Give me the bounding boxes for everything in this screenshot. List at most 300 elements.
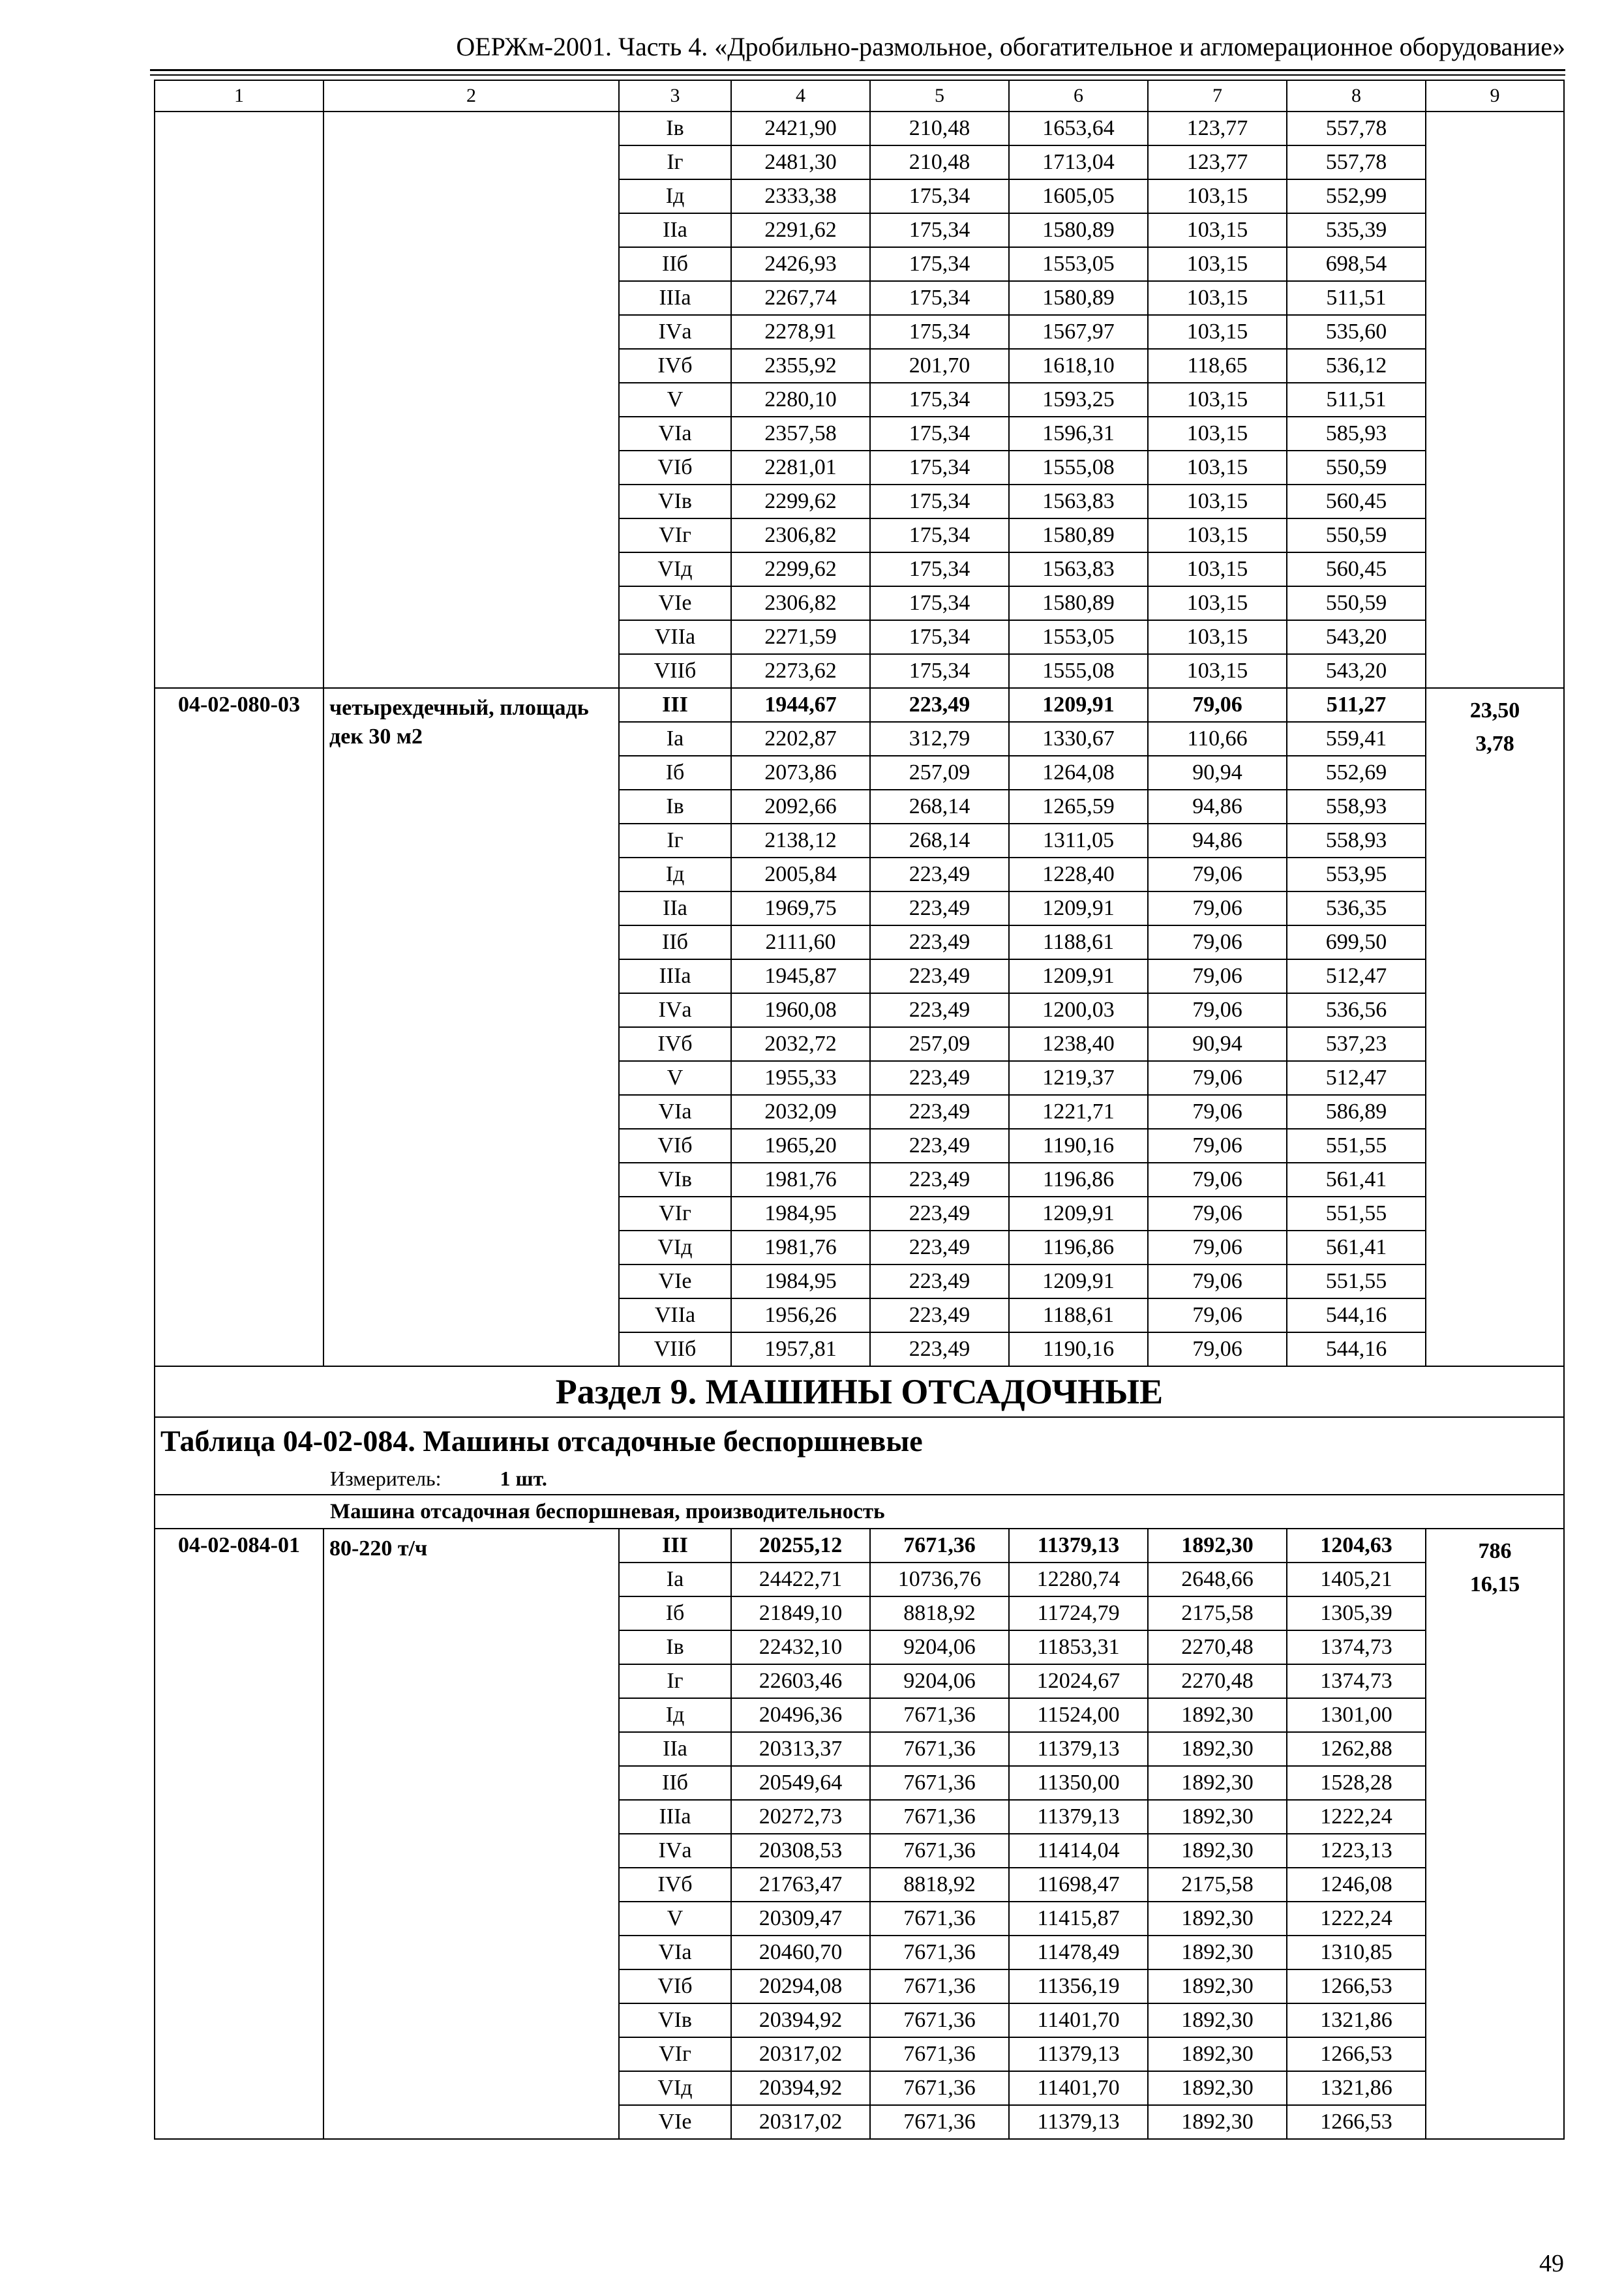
total-cost-cell: 2267,74 bbox=[731, 281, 870, 315]
column-number: 7 bbox=[1148, 80, 1287, 112]
machinist-wages-cell: 79,06 bbox=[1148, 1129, 1287, 1163]
machinist-wages-cell: 79,06 bbox=[1148, 925, 1287, 959]
machines-cell: 1567,97 bbox=[1009, 315, 1148, 349]
materials-cell: 511,51 bbox=[1287, 383, 1426, 417]
materials-cell: 1374,73 bbox=[1287, 1630, 1426, 1664]
machinist-wages-cell: 79,06 bbox=[1148, 1095, 1287, 1129]
page-number: 49 bbox=[1539, 2250, 1564, 2277]
table-title-row bbox=[155, 1417, 1564, 1495]
materials-cell: 535,39 bbox=[1287, 213, 1426, 247]
zone-cell: IVб bbox=[619, 349, 731, 383]
machines-cell: 1563,83 bbox=[1009, 485, 1148, 518]
machinist-wages-cell: 1892,30 bbox=[1148, 2037, 1287, 2071]
machines-cell: 1713,04 bbox=[1009, 145, 1148, 179]
materials-cell: 512,47 bbox=[1287, 959, 1426, 993]
total-cost-cell: 2357,58 bbox=[731, 417, 870, 451]
wages-cell: 7671,36 bbox=[870, 2003, 1009, 2037]
wages-cell: 175,34 bbox=[870, 451, 1009, 485]
zone-cell: V bbox=[619, 1902, 731, 1936]
total-cost-cell: 1960,08 bbox=[731, 993, 870, 1027]
zone-cell: Iв bbox=[619, 790, 731, 824]
machines-cell: 1553,05 bbox=[1009, 620, 1148, 654]
measure-line bbox=[330, 1465, 1563, 1491]
machines-cell: 1311,05 bbox=[1009, 824, 1148, 858]
zone-cell: VIг bbox=[619, 1197, 731, 1231]
machines-cell: 1580,89 bbox=[1009, 281, 1148, 315]
column-number: 8 bbox=[1287, 80, 1426, 112]
measure-label: Измеритель: bbox=[330, 1467, 442, 1491]
zone-cell: VIб bbox=[619, 1129, 731, 1163]
machinist-wages-cell: 79,06 bbox=[1148, 891, 1287, 925]
wages-cell: 223,49 bbox=[870, 925, 1009, 959]
zone-cell: VIд bbox=[619, 2071, 731, 2105]
machinist-wages-cell: 79,06 bbox=[1148, 1298, 1287, 1332]
total-cost-cell: 2278,91 bbox=[731, 315, 870, 349]
price-table bbox=[154, 80, 1565, 2140]
wages-cell: 312,79 bbox=[870, 722, 1009, 756]
machines-cell: 11350,00 bbox=[1009, 1766, 1148, 1800]
wages-cell: 7671,36 bbox=[870, 1698, 1009, 1732]
machines-cell: 1580,89 bbox=[1009, 586, 1148, 620]
total-cost-cell: 2138,12 bbox=[731, 824, 870, 858]
materials-cell: 558,93 bbox=[1287, 824, 1426, 858]
machines-cell: 1653,64 bbox=[1009, 112, 1148, 145]
wages-cell: 7671,36 bbox=[870, 2071, 1009, 2105]
total-cost-cell: 2271,59 bbox=[731, 620, 870, 654]
column-number: 9 bbox=[1426, 80, 1564, 112]
zone-cell: VIв bbox=[619, 1163, 731, 1197]
subheader-row bbox=[155, 1495, 1564, 1529]
wages-cell: 223,49 bbox=[870, 1264, 1009, 1298]
machines-cell: 1209,91 bbox=[1009, 959, 1148, 993]
materials-cell: 1374,73 bbox=[1287, 1664, 1426, 1698]
machinist-wages-cell: 2648,66 bbox=[1148, 1563, 1287, 1596]
measure-value: 1 шт. bbox=[500, 1467, 547, 1491]
total-cost-cell: 2202,87 bbox=[731, 722, 870, 756]
total-cost-cell: 1945,87 bbox=[731, 959, 870, 993]
machinist-wages-cell: 103,15 bbox=[1148, 654, 1287, 688]
zone-cell: IVа bbox=[619, 1834, 731, 1868]
total-cost-cell: 2092,66 bbox=[731, 790, 870, 824]
machines-cell: 1605,05 bbox=[1009, 179, 1148, 213]
materials-cell: 699,50 bbox=[1287, 925, 1426, 959]
table-row bbox=[155, 1529, 1564, 1563]
total-cost-cell: 1969,75 bbox=[731, 891, 870, 925]
materials-cell: 1222,24 bbox=[1287, 1902, 1426, 1936]
machinist-wages-cell: 118,65 bbox=[1148, 349, 1287, 383]
zone-cell: IVб bbox=[619, 1868, 731, 1902]
machines-cell: 1190,16 bbox=[1009, 1332, 1148, 1366]
machinist-wages-cell: 79,06 bbox=[1148, 858, 1287, 891]
labor-cell bbox=[1426, 112, 1564, 688]
materials-cell: 1246,08 bbox=[1287, 1868, 1426, 1902]
zone-cell: V bbox=[619, 1061, 731, 1095]
wages-cell: 7671,36 bbox=[870, 1766, 1009, 1800]
machinist-wages-cell: 1892,30 bbox=[1148, 1936, 1287, 1969]
wages-cell: 175,34 bbox=[870, 620, 1009, 654]
materials-cell: 536,12 bbox=[1287, 349, 1426, 383]
machinist-wages-cell: 1892,30 bbox=[1148, 1529, 1287, 1563]
total-cost-cell: 2273,62 bbox=[731, 654, 870, 688]
zone-cell: IVа bbox=[619, 315, 731, 349]
materials-cell: 551,55 bbox=[1287, 1129, 1426, 1163]
total-cost-cell: 2073,86 bbox=[731, 756, 870, 790]
machinist-wages-cell: 1892,30 bbox=[1148, 1902, 1287, 1936]
machinist-wages-cell: 1892,30 bbox=[1148, 2071, 1287, 2105]
machinist-wages-cell: 103,15 bbox=[1148, 620, 1287, 654]
zone-cell: Iв bbox=[619, 112, 731, 145]
total-cost-cell: 1955,33 bbox=[731, 1061, 870, 1095]
machines-cell: 1221,71 bbox=[1009, 1095, 1148, 1129]
materials-cell: 552,69 bbox=[1287, 756, 1426, 790]
zone-cell: VIг bbox=[619, 518, 731, 552]
machines-cell: 1200,03 bbox=[1009, 993, 1148, 1027]
zone-cell: Iд bbox=[619, 179, 731, 213]
machines-cell: 1188,61 bbox=[1009, 1298, 1148, 1332]
total-cost-cell: 20317,02 bbox=[731, 2037, 870, 2071]
total-cost-cell: 20272,73 bbox=[731, 1800, 870, 1834]
total-cost-cell: 24422,71 bbox=[731, 1563, 870, 1596]
zone-cell: VIг bbox=[619, 2037, 731, 2071]
materials-cell: 551,55 bbox=[1287, 1264, 1426, 1298]
materials-cell: 1305,39 bbox=[1287, 1596, 1426, 1630]
materials-cell: 1310,85 bbox=[1287, 1936, 1426, 1969]
total-cost-cell: 2032,09 bbox=[731, 1095, 870, 1129]
wages-cell: 223,49 bbox=[870, 1298, 1009, 1332]
wages-cell: 223,49 bbox=[870, 993, 1009, 1027]
materials-cell: 1266,53 bbox=[1287, 1969, 1426, 2003]
zone-cell: IVб bbox=[619, 1027, 731, 1061]
zone-cell: Iд bbox=[619, 1698, 731, 1732]
total-cost-cell: 2281,01 bbox=[731, 451, 870, 485]
total-cost-cell: 2306,82 bbox=[731, 586, 870, 620]
materials-cell: 543,20 bbox=[1287, 620, 1426, 654]
materials-cell: 560,45 bbox=[1287, 485, 1426, 518]
total-cost-cell: 20308,53 bbox=[731, 1834, 870, 1868]
machinist-wages-cell: 1892,30 bbox=[1148, 1800, 1287, 1834]
machines-cell: 1563,83 bbox=[1009, 552, 1148, 586]
zone-cell: VIIб bbox=[619, 1332, 731, 1366]
machinist-wages-cell: 2175,58 bbox=[1148, 1596, 1287, 1630]
header-rule bbox=[150, 69, 1565, 71]
machines-cell: 1264,08 bbox=[1009, 756, 1148, 790]
zone-cell: IIа bbox=[619, 891, 731, 925]
total-cost-cell: 20460,70 bbox=[731, 1936, 870, 1969]
machines-cell: 11379,13 bbox=[1009, 2105, 1148, 2139]
column-number: 3 bbox=[619, 80, 731, 112]
machines-cell: 12280,74 bbox=[1009, 1563, 1148, 1596]
materials-cell: 560,45 bbox=[1287, 552, 1426, 586]
machinist-wages-cell: 103,15 bbox=[1148, 213, 1287, 247]
machinist-wages-cell: 123,77 bbox=[1148, 145, 1287, 179]
materials-cell: 1321,86 bbox=[1287, 2071, 1426, 2105]
zone-cell: VIIа bbox=[619, 1298, 731, 1332]
machinist-wages-cell: 90,94 bbox=[1148, 1027, 1287, 1061]
total-cost-cell: 2426,93 bbox=[731, 247, 870, 281]
machines-cell: 1209,91 bbox=[1009, 688, 1148, 722]
wages-cell: 223,49 bbox=[870, 1197, 1009, 1231]
zone-cell: VIе bbox=[619, 586, 731, 620]
machinist-wages-cell: 103,15 bbox=[1148, 417, 1287, 451]
total-cost-cell: 2306,82 bbox=[731, 518, 870, 552]
machinist-wages-cell: 103,15 bbox=[1148, 485, 1287, 518]
labor-value: 23,50 bbox=[1469, 698, 1520, 723]
machinist-wages-cell: 79,06 bbox=[1148, 1163, 1287, 1197]
wages-cell: 7671,36 bbox=[870, 1969, 1009, 2003]
machinist-wages-cell: 103,15 bbox=[1148, 383, 1287, 417]
machinist-wages-cell: 103,15 bbox=[1148, 179, 1287, 213]
total-cost-cell: 20255,12 bbox=[731, 1529, 870, 1563]
materials-cell: 586,89 bbox=[1287, 1095, 1426, 1129]
machinist-wages-cell: 103,15 bbox=[1148, 451, 1287, 485]
materials-cell: 1301,00 bbox=[1287, 1698, 1426, 1732]
wages-cell: 175,34 bbox=[870, 654, 1009, 688]
wages-cell: 7671,36 bbox=[870, 2105, 1009, 2139]
machines-cell: 11379,13 bbox=[1009, 1529, 1148, 1563]
wages-cell: 257,09 bbox=[870, 756, 1009, 790]
item-description: четырехдечный, площадь дек 30 м2 bbox=[323, 688, 619, 1366]
materials-cell: 550,59 bbox=[1287, 518, 1426, 552]
zone-cell: Iв bbox=[619, 1630, 731, 1664]
materials-cell: 544,16 bbox=[1287, 1332, 1426, 1366]
machines-cell: 1209,91 bbox=[1009, 1197, 1148, 1231]
zone-cell: III bbox=[619, 688, 731, 722]
wages-cell: 9204,06 bbox=[870, 1630, 1009, 1664]
machinist-wages-cell: 94,86 bbox=[1148, 790, 1287, 824]
zone-cell: VIе bbox=[619, 2105, 731, 2139]
item-code bbox=[155, 112, 323, 688]
materials-cell: 1262,88 bbox=[1287, 1732, 1426, 1766]
wages-cell: 7671,36 bbox=[870, 1902, 1009, 1936]
machinist-wages-cell: 94,86 bbox=[1148, 824, 1287, 858]
wages-cell: 7671,36 bbox=[870, 1732, 1009, 1766]
total-cost-cell: 2421,90 bbox=[731, 112, 870, 145]
total-cost-cell: 1981,76 bbox=[731, 1163, 870, 1197]
item-description: 80-220 т/ч bbox=[323, 1529, 619, 2139]
machinist-wages-cell: 1892,30 bbox=[1148, 1732, 1287, 1766]
table-row bbox=[155, 112, 1564, 145]
zone-cell: IIIа bbox=[619, 281, 731, 315]
item-code: 04-02-080-03 bbox=[155, 688, 323, 1366]
total-cost-cell: 2291,62 bbox=[731, 213, 870, 247]
materials-cell: 585,93 bbox=[1287, 417, 1426, 451]
zone-cell: VIв bbox=[619, 2003, 731, 2037]
wages-cell: 7671,36 bbox=[870, 1936, 1009, 1969]
total-cost-cell: 22432,10 bbox=[731, 1630, 870, 1664]
materials-cell: 544,16 bbox=[1287, 1298, 1426, 1332]
materials-cell: 511,27 bbox=[1287, 688, 1426, 722]
wages-cell: 175,34 bbox=[870, 417, 1009, 451]
zone-cell: IIIа bbox=[619, 959, 731, 993]
item-description bbox=[323, 112, 619, 688]
total-cost-cell: 20394,92 bbox=[731, 2003, 870, 2037]
zone-cell: IIб bbox=[619, 247, 731, 281]
zone-cell: Iг bbox=[619, 1664, 731, 1698]
materials-cell: 559,41 bbox=[1287, 722, 1426, 756]
materials-cell: 552,99 bbox=[1287, 179, 1426, 213]
zone-cell: VIд bbox=[619, 552, 731, 586]
machines-cell: 12024,67 bbox=[1009, 1664, 1148, 1698]
materials-cell: 1266,53 bbox=[1287, 2037, 1426, 2071]
zone-cell: Iб bbox=[619, 756, 731, 790]
machinist-wages-cell: 2270,48 bbox=[1148, 1664, 1287, 1698]
zone-cell: IIIа bbox=[619, 1800, 731, 1834]
machinist-wages-cell: 79,06 bbox=[1148, 1332, 1287, 1366]
wages-cell: 7671,36 bbox=[870, 1529, 1009, 1563]
machinist-wages-cell: 103,15 bbox=[1148, 247, 1287, 281]
machinist-wages-cell: 79,06 bbox=[1148, 1264, 1287, 1298]
materials-cell: 557,78 bbox=[1287, 112, 1426, 145]
materials-cell: 537,23 bbox=[1287, 1027, 1426, 1061]
materials-cell: 1321,86 bbox=[1287, 2003, 1426, 2037]
wages-cell: 210,48 bbox=[870, 145, 1009, 179]
wages-cell: 175,34 bbox=[870, 485, 1009, 518]
machines-cell: 1555,08 bbox=[1009, 654, 1148, 688]
machines-cell: 1580,89 bbox=[1009, 518, 1148, 552]
machines-cell: 11524,00 bbox=[1009, 1698, 1148, 1732]
wages-cell: 223,49 bbox=[870, 1231, 1009, 1264]
machinist-wages-cell: 79,06 bbox=[1148, 688, 1287, 722]
machinist-wages-cell: 2270,48 bbox=[1148, 1630, 1287, 1664]
zone-cell: VIа bbox=[619, 417, 731, 451]
materials-cell: 550,59 bbox=[1287, 586, 1426, 620]
zone-cell: VIб bbox=[619, 451, 731, 485]
total-cost-cell: 2005,84 bbox=[731, 858, 870, 891]
machines-cell: 1238,40 bbox=[1009, 1027, 1148, 1061]
machinist-wages-cell: 1892,30 bbox=[1148, 2105, 1287, 2139]
machinist-wages-cell: 103,15 bbox=[1148, 315, 1287, 349]
wages-cell: 7671,36 bbox=[870, 1834, 1009, 1868]
materials-cell: 551,55 bbox=[1287, 1197, 1426, 1231]
table-title: Таблица 04-02-084. Машины отсадочные беспоршневые bbox=[160, 1424, 923, 1458]
total-cost-cell: 1984,95 bbox=[731, 1197, 870, 1231]
total-cost-cell: 20496,36 bbox=[731, 1698, 870, 1732]
wages-cell: 175,34 bbox=[870, 247, 1009, 281]
machines-cell: 1196,86 bbox=[1009, 1231, 1148, 1264]
total-cost-cell: 2299,62 bbox=[731, 552, 870, 586]
wages-cell: 9204,06 bbox=[870, 1664, 1009, 1698]
column-number: 4 bbox=[731, 80, 870, 112]
zone-cell: V bbox=[619, 383, 731, 417]
machines-cell: 11401,70 bbox=[1009, 2071, 1148, 2105]
total-cost-cell: 21849,10 bbox=[731, 1596, 870, 1630]
machines-cell: 1596,31 bbox=[1009, 417, 1148, 451]
zone-cell: VIа bbox=[619, 1095, 731, 1129]
machines-cell: 11401,70 bbox=[1009, 2003, 1148, 2037]
materials-cell: 1223,13 bbox=[1287, 1834, 1426, 1868]
wages-cell: 223,49 bbox=[870, 1332, 1009, 1366]
header-rule bbox=[150, 74, 1565, 76]
wages-cell: 175,34 bbox=[870, 213, 1009, 247]
wages-cell: 175,34 bbox=[870, 586, 1009, 620]
section-row bbox=[155, 1366, 1564, 1417]
machinist-wages-cell: 123,77 bbox=[1148, 112, 1287, 145]
machinist-wages-cell: 79,06 bbox=[1148, 1231, 1287, 1264]
wages-cell: 257,09 bbox=[870, 1027, 1009, 1061]
zone-cell: IIб bbox=[619, 1766, 731, 1800]
machinist-wages-cell: 79,06 bbox=[1148, 1197, 1287, 1231]
machines-cell: 1190,16 bbox=[1009, 1129, 1148, 1163]
machines-cell: 11414,04 bbox=[1009, 1834, 1148, 1868]
labor-value: 786 bbox=[1478, 1539, 1512, 1564]
machines-cell: 11379,13 bbox=[1009, 1732, 1148, 1766]
wages-cell: 223,49 bbox=[870, 858, 1009, 891]
wages-cell: 223,49 bbox=[870, 1129, 1009, 1163]
total-cost-cell: 1984,95 bbox=[731, 1264, 870, 1298]
total-cost-cell: 1981,76 bbox=[731, 1231, 870, 1264]
machines-cell: 1209,91 bbox=[1009, 1264, 1148, 1298]
machinist-wages-cell: 1892,30 bbox=[1148, 1969, 1287, 2003]
materials-cell: 550,59 bbox=[1287, 451, 1426, 485]
wages-cell: 223,49 bbox=[870, 1163, 1009, 1197]
wages-cell: 223,49 bbox=[870, 1061, 1009, 1095]
wages-cell: 268,14 bbox=[870, 824, 1009, 858]
zone-cell: IVа bbox=[619, 993, 731, 1027]
labor-cell bbox=[1426, 688, 1564, 1366]
zone-cell: Iа bbox=[619, 1563, 731, 1596]
machines-cell: 11724,79 bbox=[1009, 1596, 1148, 1630]
zone-cell: Iб bbox=[619, 1596, 731, 1630]
labor-value: 16,15 bbox=[1469, 1572, 1520, 1597]
zone-cell: Iг bbox=[619, 824, 731, 858]
total-cost-cell: 2299,62 bbox=[731, 485, 870, 518]
page-header-title: ОЕРЖм-2001. Часть 4. «Дробильно-размольное, обогатительное и агломерационное оборудование» bbox=[456, 32, 1565, 61]
machines-cell: 1330,67 bbox=[1009, 722, 1148, 756]
column-number: 1 bbox=[155, 80, 323, 112]
machines-cell: 1593,25 bbox=[1009, 383, 1148, 417]
total-cost-cell: 2355,92 bbox=[731, 349, 870, 383]
wages-cell: 175,34 bbox=[870, 518, 1009, 552]
machines-cell: 11478,49 bbox=[1009, 1936, 1148, 1969]
materials-cell: 557,78 bbox=[1287, 145, 1426, 179]
wages-cell: 268,14 bbox=[870, 790, 1009, 824]
materials-cell: 698,54 bbox=[1287, 247, 1426, 281]
zone-cell: VIд bbox=[619, 1231, 731, 1264]
wages-cell: 8818,92 bbox=[870, 1868, 1009, 1902]
wages-cell: 175,34 bbox=[870, 179, 1009, 213]
column-number: 2 bbox=[323, 80, 619, 112]
total-cost-cell: 2280,10 bbox=[731, 383, 870, 417]
total-cost-cell: 1956,26 bbox=[731, 1298, 870, 1332]
materials-cell: 561,41 bbox=[1287, 1231, 1426, 1264]
materials-cell: 1222,24 bbox=[1287, 1800, 1426, 1834]
zone-cell: IIа bbox=[619, 213, 731, 247]
total-cost-cell: 2111,60 bbox=[731, 925, 870, 959]
materials-cell: 1528,28 bbox=[1287, 1766, 1426, 1800]
zone-cell: VIа bbox=[619, 1936, 731, 1969]
materials-cell: 543,20 bbox=[1287, 654, 1426, 688]
wages-cell: 7671,36 bbox=[870, 2037, 1009, 2071]
total-cost-cell: 20313,37 bbox=[731, 1732, 870, 1766]
machines-cell: 11853,31 bbox=[1009, 1630, 1148, 1664]
total-cost-cell: 1965,20 bbox=[731, 1129, 870, 1163]
machinist-wages-cell: 1892,30 bbox=[1148, 1698, 1287, 1732]
total-cost-cell: 20317,02 bbox=[731, 2105, 870, 2139]
machines-cell: 1228,40 bbox=[1009, 858, 1148, 891]
zone-cell: VIб bbox=[619, 1969, 731, 2003]
machines-cell: 1196,86 bbox=[1009, 1163, 1148, 1197]
machinist-wages-cell: 1892,30 bbox=[1148, 2003, 1287, 2037]
wages-cell: 201,70 bbox=[870, 349, 1009, 383]
machinist-wages-cell: 103,15 bbox=[1148, 552, 1287, 586]
machinist-wages-cell: 103,15 bbox=[1148, 518, 1287, 552]
machinist-wages-cell: 2175,58 bbox=[1148, 1868, 1287, 1902]
column-number: 5 bbox=[870, 80, 1009, 112]
labor-cell bbox=[1426, 1529, 1564, 2139]
total-cost-cell: 2481,30 bbox=[731, 145, 870, 179]
total-cost-cell: 1944,67 bbox=[731, 688, 870, 722]
zone-cell: VIIб bbox=[619, 654, 731, 688]
